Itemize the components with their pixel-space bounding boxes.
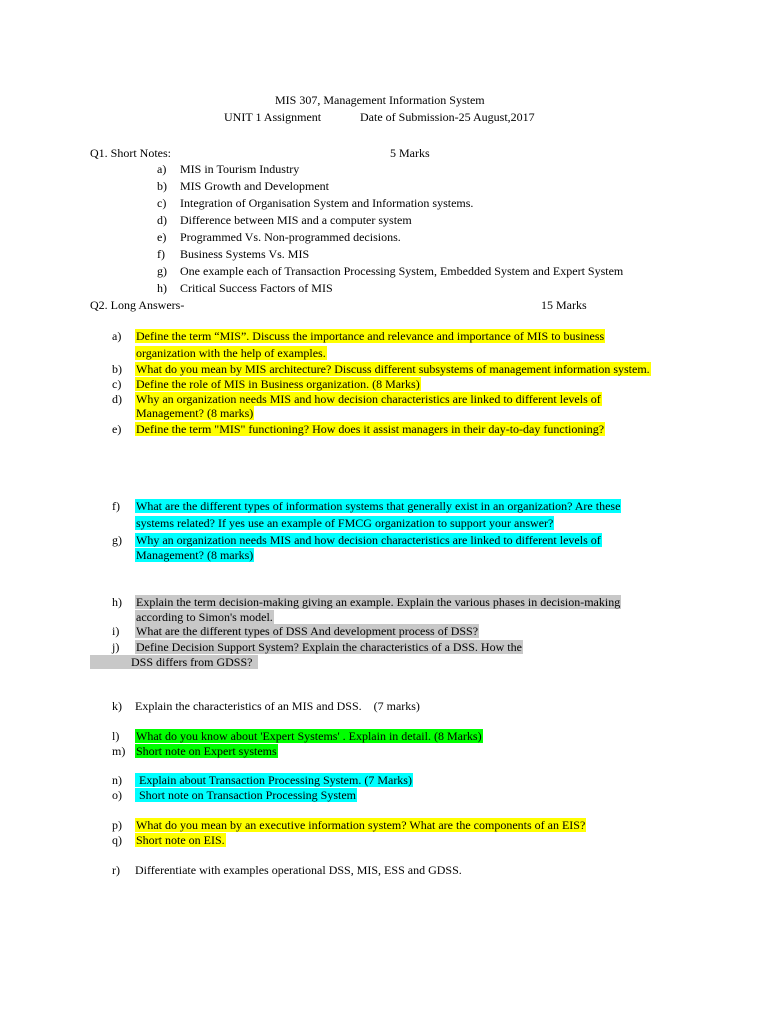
list-item-continuation xyxy=(135,406,254,420)
q2-marks: 15 Marks xyxy=(541,298,587,312)
highlighted-line: organization with the help of examples. xyxy=(136,346,326,360)
list-item-letter: f) xyxy=(112,499,120,513)
highlighted-line: What do you know about 'Expert Systems' . Explain in detail. (8 Marks) xyxy=(136,729,482,743)
list-item xyxy=(135,773,413,787)
list-item xyxy=(135,624,479,638)
list-item xyxy=(135,788,357,802)
submission-date: Date of Submission-25 August,2017 xyxy=(360,110,535,124)
document-title: MIS 307, Management Information System xyxy=(275,93,485,107)
list-item-letter: i) xyxy=(112,624,120,638)
list-item: Explain the characteristics of an MIS and DSS. (7 marks) xyxy=(135,699,420,713)
list-item: MIS in Tourism Industry xyxy=(180,162,300,176)
list-item-letter: d) xyxy=(157,213,167,227)
list-item xyxy=(135,533,602,547)
highlighted-line: systems related? If yes use an example of FMCG organization to support your answer? xyxy=(136,516,554,530)
unit-label: UNIT 1 Assignment xyxy=(224,110,322,124)
list-item xyxy=(135,392,602,406)
list-item: Integration of Organisation System and Information systems. xyxy=(180,196,474,210)
list-item: Difference between MIS and a computer system xyxy=(180,213,412,227)
highlighted-line: according to Simon's model. xyxy=(136,610,273,624)
list-item xyxy=(135,744,278,758)
highlighted-line: Define Decision Support System? Explain the characteristics of a DSS. How the xyxy=(136,640,522,654)
list-item-letter: e) xyxy=(157,230,167,244)
list-item xyxy=(135,377,421,391)
highlighted-line: Short note on Transaction Processing System xyxy=(136,788,357,802)
list-item-letter: h) xyxy=(112,595,122,609)
list-item-letter: b) xyxy=(112,362,122,376)
q1-label: Q1. Short Notes: xyxy=(90,146,171,160)
list-item-letter: q) xyxy=(112,833,122,847)
list-item: Business Systems Vs. MIS xyxy=(180,247,310,261)
list-item-letter: m) xyxy=(112,744,126,758)
list-item-letter: a) xyxy=(157,162,167,176)
list-item xyxy=(135,640,523,654)
highlighted-line: Define the role of MIS in Business organization. (8 Marks) xyxy=(136,377,420,391)
list-item-letter: r) xyxy=(112,863,120,877)
list-item-letter: b) xyxy=(157,179,167,193)
list-item-letter: c) xyxy=(157,196,167,210)
list-item xyxy=(135,499,621,513)
list-item: Programmed Vs. Non-programmed decisions. xyxy=(180,230,401,244)
list-item-letter: g) xyxy=(112,533,122,547)
list-item xyxy=(135,329,605,343)
list-item xyxy=(135,595,621,609)
list-item-letter: a) xyxy=(112,329,122,343)
list-item-letter: k) xyxy=(112,699,122,713)
list-item-letter: l) xyxy=(112,729,120,743)
highlighted-line: Short note on Expert systems xyxy=(136,744,277,758)
list-item-letter: o) xyxy=(112,788,122,802)
list-item-continuation xyxy=(135,516,554,530)
list-item-letter: g) xyxy=(157,264,167,278)
highlighted-line: Short note on EIS. xyxy=(136,833,225,847)
list-item-letter: h) xyxy=(157,281,167,295)
list-item-letter: n) xyxy=(112,773,122,787)
list-item-letter: f) xyxy=(157,247,165,261)
highlighted-line: What are the different types of information systems that generally exist in an organization? Are these xyxy=(136,499,621,513)
highlighted-line: What do you mean by an executive information system? What are the components of an EIS? xyxy=(136,818,586,832)
q2-label: Q2. Long Answers- xyxy=(90,298,185,312)
list-item-continuation xyxy=(135,610,274,624)
list-item: MIS Growth and Development xyxy=(180,179,329,193)
highlighted-line: Explain about Transaction Processing System. (7 Marks) xyxy=(136,773,412,787)
highlighted-line: Why an organization needs MIS and how decision characteristics are linked to different levels of xyxy=(136,392,601,406)
highlighted-line: Define the term “MIS”. Discuss the importance and relevance and importance of MIS to business xyxy=(136,329,605,343)
list-item-letter: e) xyxy=(112,422,122,436)
list-item-continuation: DSS differs from GDSS? xyxy=(90,655,258,669)
list-item-letter: p) xyxy=(112,818,122,832)
list-item-letter: c) xyxy=(112,377,122,391)
list-item-letter: j) xyxy=(112,640,120,654)
highlighted-line: Explain the term decision-making giving an example. Explain the various phases in decision-making xyxy=(136,595,621,609)
highlighted-line: Define the term "MIS" functioning? How does it assist managers in their day-to-day functioning? xyxy=(136,422,605,436)
list-item-continuation xyxy=(135,346,327,360)
highlighted-line: What are the different types of DSS And development process of DSS? xyxy=(136,624,479,638)
list-item xyxy=(135,362,651,376)
list-item: Differentiate with examples operational DSS, MIS, ESS and GDSS. xyxy=(135,863,462,877)
highlighted-line: Why an organization needs MIS and how decision characteristics are linked to different levels of xyxy=(136,533,601,547)
list-item xyxy=(135,729,483,743)
list-item: Critical Success Factors of MIS xyxy=(180,281,333,295)
q1-marks: 5 Marks xyxy=(390,146,430,160)
highlighted-line: Management? (8 marks) xyxy=(136,548,254,562)
highlighted-line: What do you mean by MIS architecture? Discuss different subsystems of management information system. xyxy=(136,362,650,376)
list-item-letter: d) xyxy=(112,392,122,406)
list-item-continuation xyxy=(135,548,254,562)
list-item xyxy=(135,818,586,832)
list-item xyxy=(135,833,226,847)
list-item: One example each of Transaction Processing System, Embedded System and Expert System xyxy=(180,264,624,278)
list-item xyxy=(135,422,605,436)
highlighted-line: Management? (8 marks) xyxy=(136,406,254,420)
